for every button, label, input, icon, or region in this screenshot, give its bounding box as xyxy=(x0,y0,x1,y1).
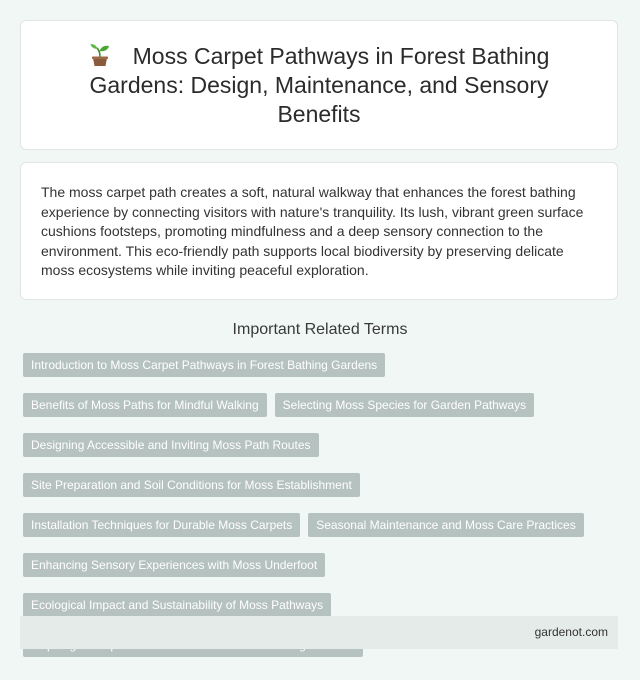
description-card xyxy=(20,162,618,300)
title-card xyxy=(20,20,618,150)
description-text: The moss carpet path creates a soft, natural walkway that enhances the forest bathing experience by connecting visitors with nature's tranquility. Its lush, vibrant green surface cushions footsteps, promoting mindfulness and a deep sensory connection to the environment. This eco-friendly path supports local biodiversity by preserving delicate moss ecosystems while inviting peaceful exploration. xyxy=(41,184,584,278)
related-terms-list xyxy=(23,353,619,657)
term-tag-9[interactable]: Ecological Impact and Sustainability of Moss Pathways xyxy=(23,593,331,617)
term-tag-5[interactable]: Site Preparation and Soil Conditions for Moss Establishment xyxy=(23,473,360,497)
term-tag-4[interactable]: Designing Accessible and Inviting Moss Path Routes xyxy=(23,433,319,457)
term-tag-2[interactable]: Benefits of Moss Paths for Mindful Walking xyxy=(23,393,267,417)
footer-site-link[interactable]: gardenot.com xyxy=(534,625,608,639)
related-terms-heading: Important Related Terms xyxy=(232,321,408,338)
term-tag-7[interactable]: Seasonal Maintenance and Moss Care Practices xyxy=(308,513,583,537)
page-title xyxy=(51,42,587,129)
term-tag-1[interactable]: Introduction to Moss Carpet Pathways in Forest Bathing Gardens xyxy=(23,353,385,377)
page-title-text: Moss Carpet Pathways in Forest Bathing Gardens: Design, Maintenance, and Sensory Benefits xyxy=(89,42,550,127)
term-tag-8[interactable]: Enhancing Sensory Experiences with Moss Underfoot xyxy=(23,553,325,577)
term-tag-3[interactable]: Selecting Moss Species for Garden Pathways xyxy=(275,393,534,417)
footer xyxy=(20,616,618,649)
seedling-icon xyxy=(89,43,111,67)
term-tag-6[interactable]: Installation Techniques for Durable Moss Carpets xyxy=(23,513,300,537)
